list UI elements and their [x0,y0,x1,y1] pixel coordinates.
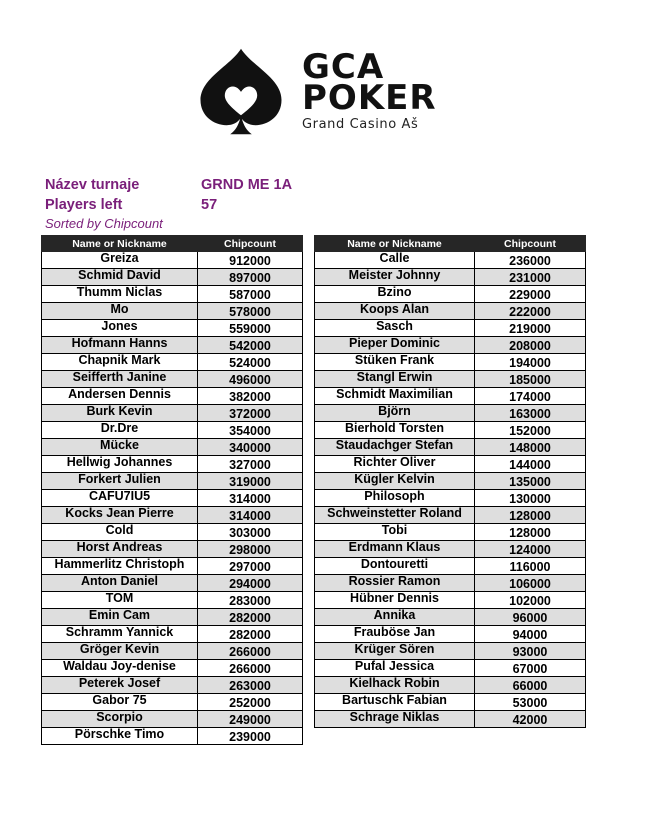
player-chipcount: 174000 [475,388,586,405]
table-row [42,422,303,439]
table-row [42,541,303,558]
player-name: Bzino [315,286,475,303]
player-chipcount: 252000 [198,694,303,711]
table-row [42,711,303,728]
player-name: Björn [315,405,475,422]
player-chipcount: 229000 [475,286,586,303]
table-row [42,592,303,609]
player-name: Meister Johnny [315,269,475,286]
player-name: Pufal Jessica [315,660,475,677]
table-row [42,677,303,694]
tournament-info [45,175,292,232]
brand-subtitle: Grand Casino Aš [302,117,419,132]
table-header-row [315,236,586,252]
player-chipcount: 587000 [198,286,303,303]
player-name: Anton Daniel [42,575,198,592]
player-name: Hübner Dennis [315,592,475,609]
table-row [315,439,586,456]
player-name: Chapnik Mark [42,354,198,371]
player-name: Schramm Yannick [42,626,198,643]
chipcount-column-header: Chipcount [198,236,303,252]
brand-gca: GCA [302,47,385,87]
player-chipcount: 208000 [475,337,586,354]
player-chipcount: 314000 [198,507,303,524]
table-row [42,473,303,490]
player-name: Staudachger Stefan [315,439,475,456]
player-chipcount: 94000 [475,626,586,643]
player-chipcount: 298000 [198,541,303,558]
player-chipcount: 559000 [198,320,303,337]
player-name: Hellwig Johannes [42,456,198,473]
table-row [315,320,586,337]
player-chipcount: 194000 [475,354,586,371]
spade-heart-icon [195,46,287,136]
table-row [315,388,586,405]
players-left-value: 57 [201,197,218,213]
player-chipcount: 897000 [198,269,303,286]
table-row [42,609,303,626]
player-chipcount: 163000 [475,405,586,422]
player-name: Scorpio [42,711,198,728]
player-chipcount: 42000 [475,711,586,728]
table-row [42,320,303,337]
player-name: Horst Andreas [42,541,198,558]
player-name: Schmidt Maximilian [315,388,475,405]
brand-poker: POKER [302,78,437,118]
player-chipcount: 297000 [198,558,303,575]
player-chipcount: 578000 [198,303,303,320]
player-name: Tobi [315,524,475,541]
player-name: Dontouretti [315,558,475,575]
table-row [315,711,586,728]
table-row [42,354,303,371]
player-chipcount: 148000 [475,439,586,456]
player-name: Richter Oliver [315,456,475,473]
table-row [315,303,586,320]
player-name: Bierhold Torsten [315,422,475,439]
player-name: Emin Cam [42,609,198,626]
player-name: TOM [42,592,198,609]
player-name: Jones [42,320,198,337]
player-chipcount: 263000 [198,677,303,694]
table-row [42,405,303,422]
chipcount-column-header: Chipcount [475,236,586,252]
player-chipcount: 144000 [475,456,586,473]
player-chipcount: 382000 [198,388,303,405]
player-name: Stangl Erwin [315,371,475,388]
gca-poker-logo [195,46,455,138]
table-row [315,677,586,694]
player-name: Kielhack Robin [315,677,475,694]
table-row [42,286,303,303]
table-row [42,524,303,541]
players-left-label: Players left [45,197,123,213]
player-chipcount: 135000 [475,473,586,490]
player-name: Seifferth Janine [42,371,198,388]
player-name: Rossier Ramon [315,575,475,592]
table-row [315,507,586,524]
table-row [315,405,586,422]
player-chipcount: 282000 [198,609,303,626]
player-chipcount: 303000 [198,524,303,541]
player-name: Mücke [42,439,198,456]
name-column-header: Name or Nickname [315,236,475,252]
player-chipcount: 185000 [475,371,586,388]
player-name: Waldau Joy-denise [42,660,198,677]
player-chipcount: 128000 [475,507,586,524]
player-chipcount: 116000 [475,558,586,575]
player-name: Pörschke Timo [42,728,198,745]
player-chipcount: 327000 [198,456,303,473]
name-column-header: Name or Nickname [42,236,198,252]
player-chipcount: 542000 [198,337,303,354]
table-row [42,269,303,286]
table-header-row [42,236,303,252]
player-chipcount: 372000 [198,405,303,422]
player-name: Kocks Jean Pierre [42,507,198,524]
player-chipcount: 106000 [475,575,586,592]
table-row [315,371,586,388]
player-name: CAFU7IU5 [42,490,198,507]
player-chipcount: 124000 [475,541,586,558]
players-left-row [45,195,292,215]
table-row [315,592,586,609]
table-row [42,660,303,677]
table-row [315,694,586,711]
tournament-row [45,175,292,195]
player-name: Peterek Josef [42,677,198,694]
player-chipcount: 340000 [198,439,303,456]
table-row [315,337,586,354]
table-row [42,728,303,745]
table-row [315,422,586,439]
table-row [42,439,303,456]
player-name: Schweinstetter Roland [315,507,475,524]
player-name: Hofmann Hanns [42,337,198,354]
player-chipcount: 152000 [475,422,586,439]
player-name: Burk Kevin [42,405,198,422]
player-name: Annika [315,609,475,626]
player-chipcount: 102000 [475,592,586,609]
table-row [42,626,303,643]
table-row [315,541,586,558]
player-name: Stüken Frank [315,354,475,371]
player-chipcount: 239000 [198,728,303,745]
player-chipcount: 96000 [475,609,586,626]
player-name: Bartuschk Fabian [315,694,475,711]
table-row [42,575,303,592]
player-chipcount: 130000 [475,490,586,507]
player-name: Calle [315,252,475,269]
table-row [315,626,586,643]
player-name: Kügler Kelvin [315,473,475,490]
table-row [315,575,586,592]
table-row [315,660,586,677]
player-chipcount: 249000 [198,711,303,728]
table-row [42,694,303,711]
table-row [42,337,303,354]
table-row [42,252,303,269]
player-chipcount: 912000 [198,252,303,269]
sorted-note: Sorted by Chipcount [45,216,163,231]
chipcount-table-right [314,235,586,728]
player-name: Krüger Sören [315,643,475,660]
player-name: Frauböse Jan [315,626,475,643]
player-chipcount: 496000 [198,371,303,388]
table-row [315,252,586,269]
player-chipcount: 266000 [198,643,303,660]
player-chipcount: 266000 [198,660,303,677]
player-chipcount: 524000 [198,354,303,371]
player-chipcount: 222000 [475,303,586,320]
player-name: Pieper Dominic [315,337,475,354]
table-row [315,473,586,490]
table-row [315,269,586,286]
player-name: Koops Alan [315,303,475,320]
table-row [315,609,586,626]
player-chipcount: 219000 [475,320,586,337]
player-name: Forkert Julien [42,473,198,490]
player-name: Erdmann Klaus [315,541,475,558]
table-row [42,558,303,575]
player-chipcount: 231000 [475,269,586,286]
player-name: Thumm Niclas [42,286,198,303]
player-name: Andersen Dennis [42,388,198,405]
player-chipcount: 53000 [475,694,586,711]
player-chipcount: 283000 [198,592,303,609]
table-row [315,286,586,303]
table-row [42,371,303,388]
table-row [42,388,303,405]
player-chipcount: 236000 [475,252,586,269]
table-row [315,456,586,473]
player-name: Cold [42,524,198,541]
player-chipcount: 66000 [475,677,586,694]
player-name: Mo [42,303,198,320]
player-name: Gabor 75 [42,694,198,711]
brand-text [302,47,437,132]
player-name: Dr.Dre [42,422,198,439]
table-row [42,507,303,524]
player-chipcount: 354000 [198,422,303,439]
player-name: Philosoph [315,490,475,507]
player-chipcount: 93000 [475,643,586,660]
table-row [42,303,303,320]
player-name: Schmid David [42,269,198,286]
player-chipcount: 319000 [198,473,303,490]
player-chipcount: 294000 [198,575,303,592]
player-name: Gröger Kevin [42,643,198,660]
chipcount-table-left [41,235,303,745]
table-row [315,558,586,575]
table-row [315,524,586,541]
player-name: Greiza [42,252,198,269]
tournament-label: Název turnaje [45,177,140,193]
player-name: Sasch [315,320,475,337]
player-chipcount: 314000 [198,490,303,507]
player-name: Hammerlitz Christoph [42,558,198,575]
tournament-value: GRND ME 1A [201,177,293,193]
table-row [42,490,303,507]
table-row [315,490,586,507]
player-chipcount: 128000 [475,524,586,541]
table-row [315,643,586,660]
player-chipcount: 282000 [198,626,303,643]
player-name: Schrage Niklas [315,711,475,728]
table-row [42,456,303,473]
table-row [315,354,586,371]
table-row [42,643,303,660]
player-chipcount: 67000 [475,660,586,677]
